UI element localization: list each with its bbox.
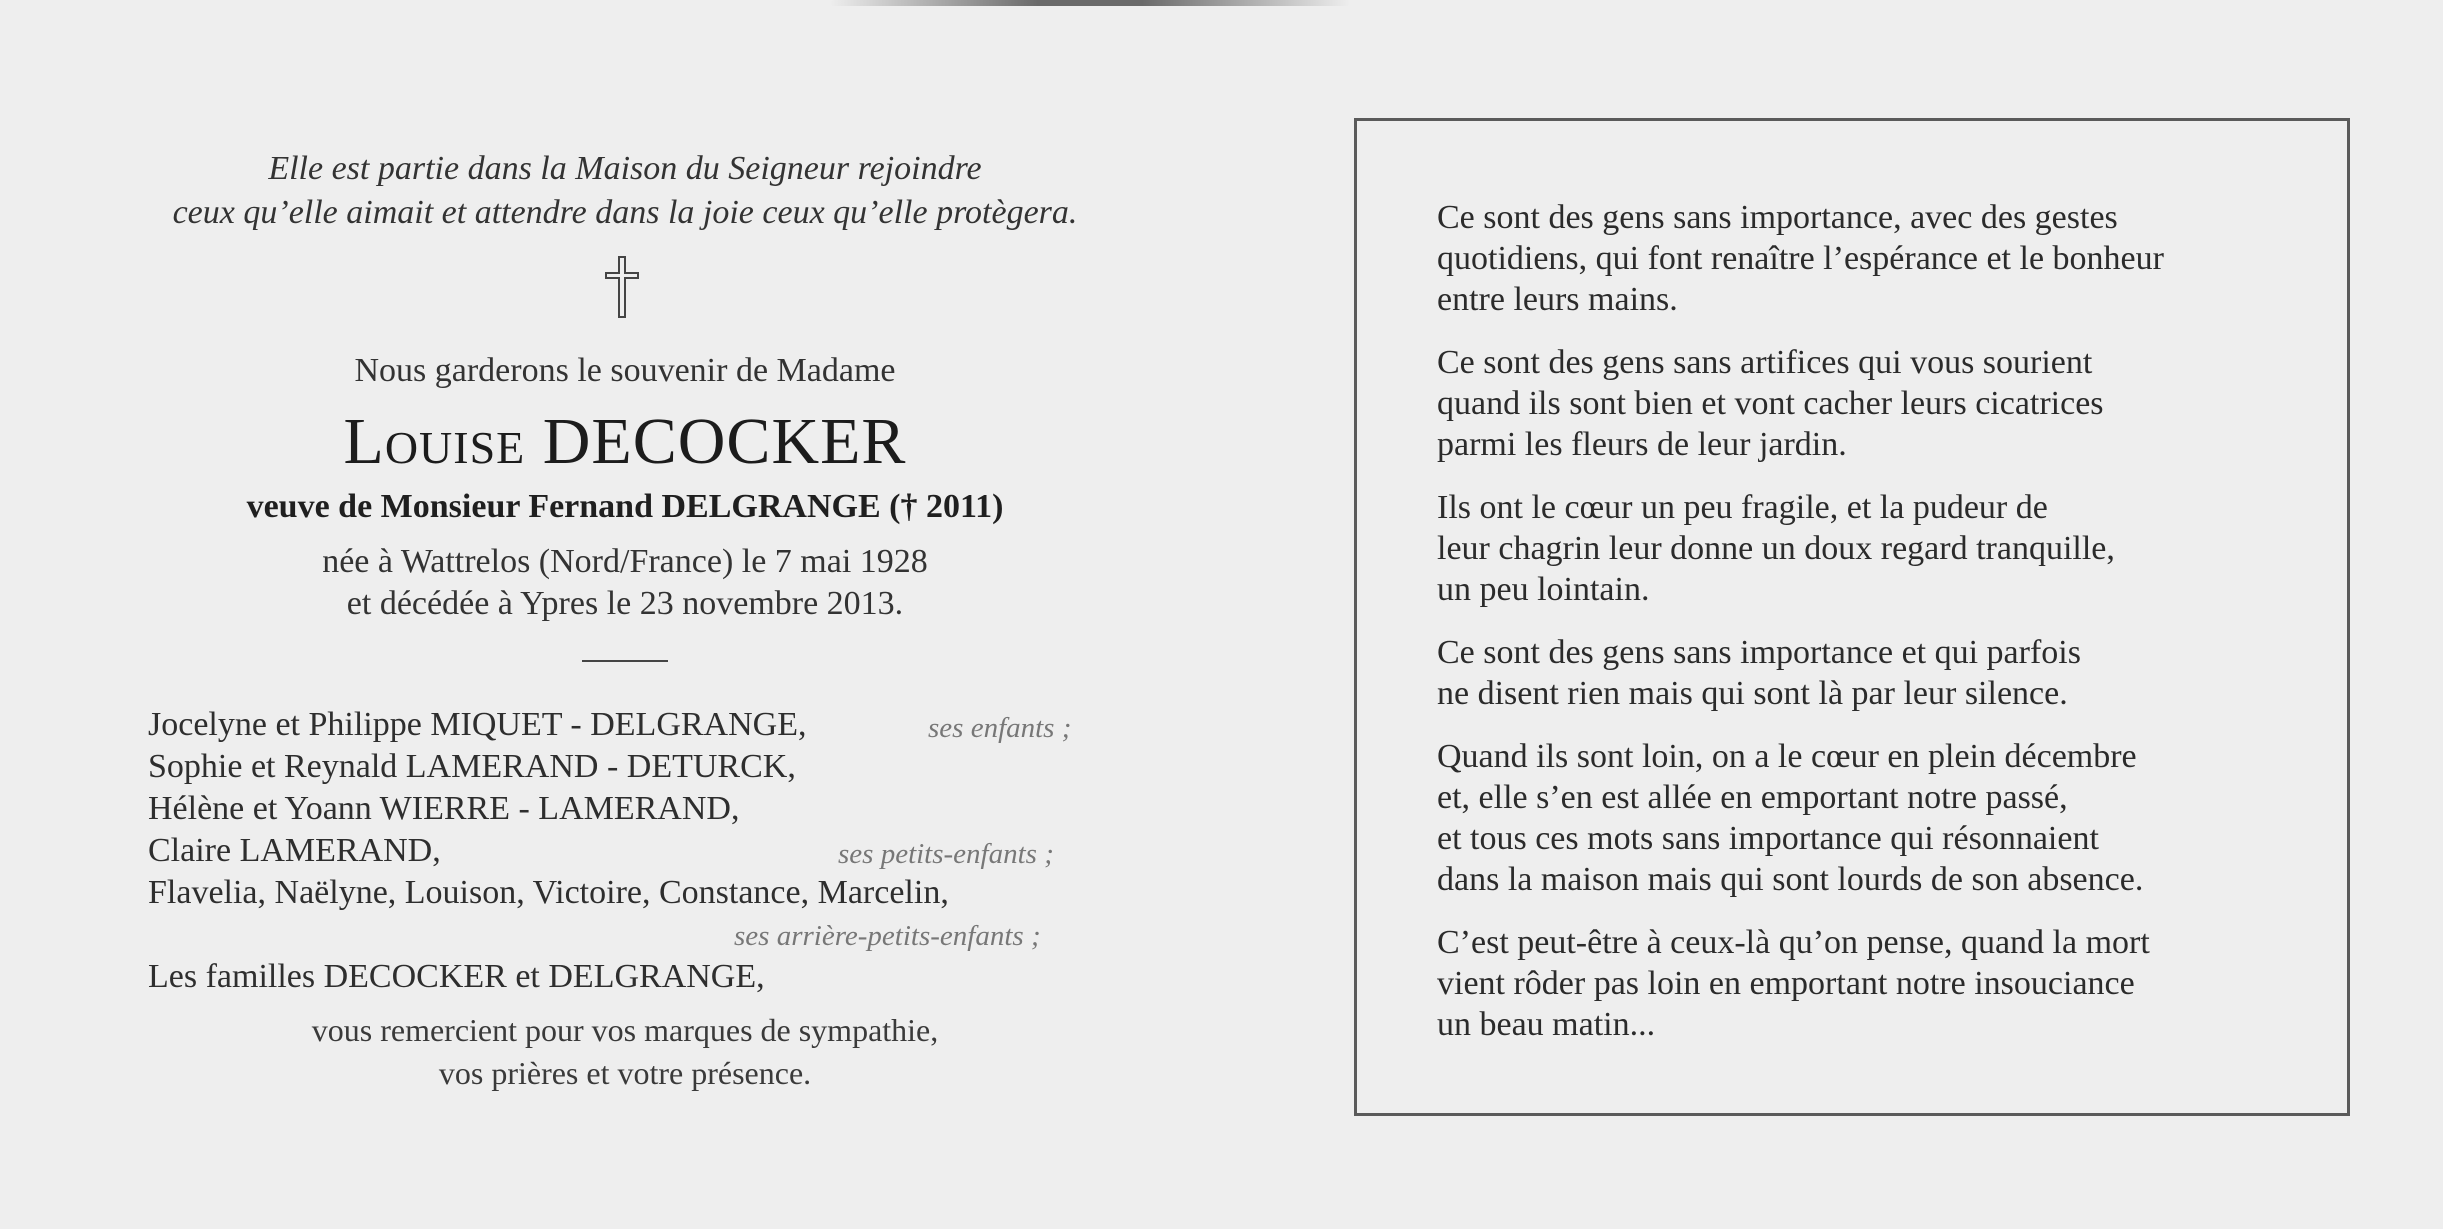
poem-line: Ils ont le cœur un peu fragile, et la pudeur de: [1437, 489, 2048, 526]
thanks-line-1: vous remercient pour vos marques de sympathie,: [311, 1012, 939, 1048]
birth-info: née à Wattrelos (Nord/France) le 7 mai 1928: [322, 543, 928, 580]
poem-stanza: [1437, 632, 2317, 714]
divider: [582, 660, 668, 662]
poem-line: un beau matin...: [1437, 1006, 1656, 1043]
death-info: et décédée à Ypres le 23 novembre 2013.: [346, 585, 904, 622]
poem-line: parmi les fleurs de leur jardin.: [1437, 426, 1847, 463]
family-row: Hélène et Yoann WIERRE - LAMERAND,: [148, 790, 740, 827]
epigraph-line-1: Elle est partie dans la Maison du Seigneur rejoindre: [268, 150, 982, 187]
poem-line: et, elle s’en est allée en emportant notre passé,: [1437, 779, 2068, 816]
poem-frame: [1354, 118, 2350, 1116]
poem-line: C’est peut-être à ceux-là qu’on pense, quand la mort: [1437, 924, 2150, 961]
family-role-children: ses enfants ;: [928, 712, 1072, 744]
intro-text: Nous garderons le souvenir de Madame: [354, 352, 896, 389]
family-row: Flavelia, Naëlyne, Louison, Victoire, Constance, Marcelin,: [148, 874, 949, 911]
poem-stanza: [1437, 487, 2317, 610]
poem-line: un peu lointain.: [1437, 571, 1650, 608]
poem-stanza: [1437, 736, 2317, 900]
widow-of: veuve de Monsieur Fernand DELGRANGE († 2011): [246, 488, 1004, 525]
family-row: Les familles DECOCKER et DELGRANGE,: [148, 958, 765, 995]
poem-line: vient rôder pas loin en emportant notre insouciance: [1437, 965, 2135, 1002]
poem-line: quotidiens, qui font renaître l’espérance et le bonheur: [1437, 240, 2164, 277]
poem-line: Ce sont des gens sans artifices qui vous sourient: [1437, 344, 2093, 381]
poem-line: dans la maison mais qui sont lourds de son absence.: [1437, 861, 2144, 898]
poem: [1437, 197, 2317, 1067]
poem-line: et tous ces mots sans importance qui résonnaient: [1437, 820, 2099, 857]
poem-line: ne disent rien mais qui sont là par leur silence.: [1437, 675, 2068, 712]
family-role-grandchildren: ses petits-enfants ;: [838, 838, 1054, 870]
family-row: Sophie et Reynald LAMERAND - DETURCK,: [148, 748, 796, 785]
poem-line: Ce sont des gens sans importance, avec des gestes: [1437, 199, 2118, 236]
poem-line: entre leurs mains.: [1437, 281, 1678, 318]
family-role-great-grandchildren: ses arrière-petits-enfants ;: [734, 920, 1041, 952]
thanks-line-2: vos prières et votre présence.: [438, 1055, 812, 1091]
poem-line: quand ils sont bien et vont cacher leurs cicatrices: [1437, 385, 2104, 422]
epigraph: [100, 147, 1150, 235]
poem-stanza: [1437, 922, 2317, 1045]
poem-stanza: [1437, 197, 2317, 320]
cross-icon: [604, 255, 640, 319]
poem-line: leur chagrin leur donne un doux regard tranquille,: [1437, 530, 2115, 567]
poem-line: Ce sont des gens sans importance et qui parfois: [1437, 634, 2081, 671]
family-row: Claire LAMERAND,: [148, 832, 441, 869]
deceased-name: Louise DECOCKER: [343, 405, 907, 478]
epigraph-line-2: ceux qu’elle aimait et attendre dans la joie ceux qu’elle protègera.: [172, 194, 1078, 231]
family-row: Jocelyne et Philippe MIQUET - DELGRANGE,: [148, 706, 807, 743]
poem-line: Quand ils sont loin, on a le cœur en plein décembre: [1437, 738, 2137, 775]
poem-stanza: [1437, 342, 2317, 465]
